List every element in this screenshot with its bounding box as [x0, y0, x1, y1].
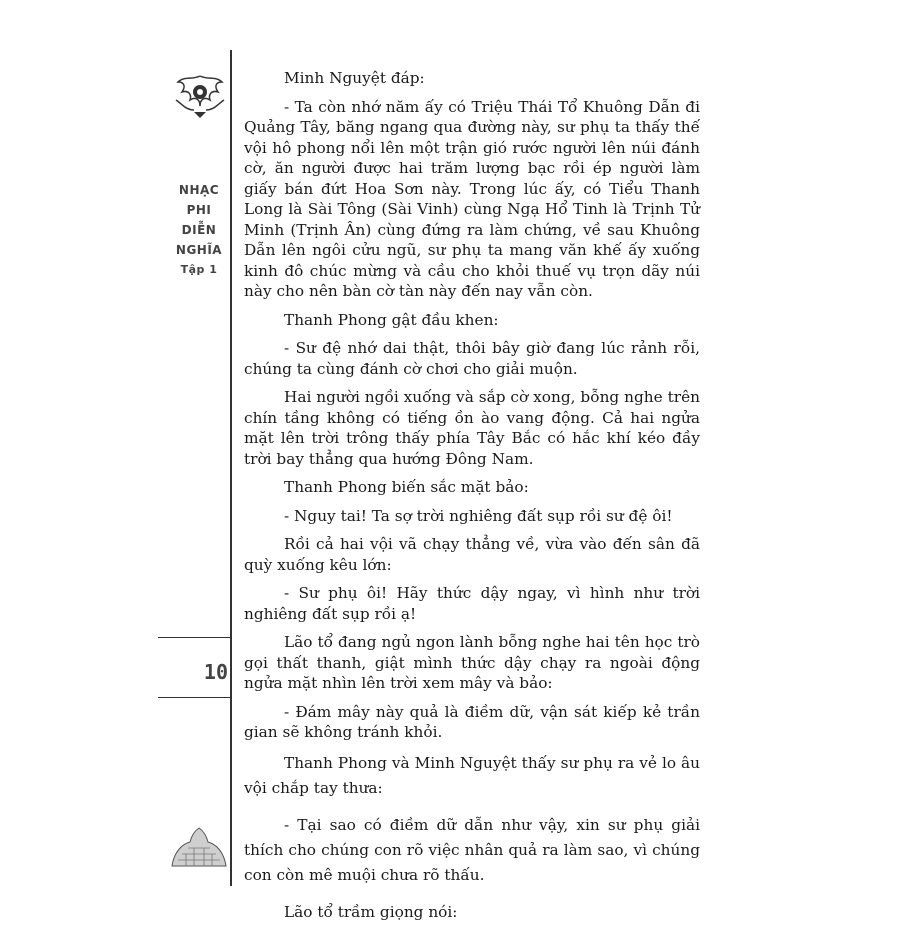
sidebar-volume: Tập 1 — [180, 263, 218, 276]
temple-ornament-icon — [168, 826, 230, 868]
paragraph: Thanh Phong và Minh Nguyệt thấy sư phụ ra vẻ lo âu vội chắp tay thưa: — [244, 753, 700, 797]
paragraph: - Sư phụ ôi! Hãy thức dậy ngay, vì hình như trời nghiêng đất sụp rồi ạ! — [244, 584, 700, 623]
paragraph: Minh Nguyệt đáp: — [284, 69, 425, 87]
page-number-rule-bottom — [158, 697, 232, 698]
page-number-rule-top — [158, 637, 232, 638]
paragraph: - Tại sao có điềm dữ dẫn như vậy, xin sư phụ giải thích cho chúng con rõ việc nhân quả ra làm sao, vì chúng con còn mê muội chưa rõ thấu. — [244, 815, 700, 884]
sidebar-book-title — [168, 180, 230, 280]
sidebar-title-line: NHẠC — [178, 183, 220, 197]
paragraph: Lão tổ trầm giọng nói: — [284, 902, 458, 921]
paragraph: Hai người ngồi xuống và sắp cờ xong, bỗng nghe trên chín tầng không có tiếng ồn ào vang động. Cả hai ngửa mặt lên trời trông thấy phía Tây Bắc có hắc khí kéo đầy trời bay thẳng qua hướng Đông Nam. — [244, 388, 700, 468]
sidebar-title-line: NGHĨA — [175, 243, 223, 257]
paragraph: Rồi cả hai vội vã chạy thẳng về, vừa vào đến sân đã quỳ xuống kêu lớn: — [244, 535, 700, 574]
sidebar-title-line: PHI — [186, 203, 212, 217]
main-text — [244, 68, 700, 937]
sidebar-title-line: DIỄN — [181, 223, 217, 237]
paragraph: Thanh Phong biến sắc mặt bảo: — [284, 478, 529, 496]
page-number: 10 — [203, 660, 228, 684]
paragraph: - Sư đệ nhớ dai thật, thôi bây giờ đang lúc rảnh rỗi, chúng ta cùng đánh cờ chơi cho giải muộn. — [244, 339, 700, 378]
paragraph: Thanh Phong gật đầu khen: — [284, 310, 499, 329]
paragraph: - Nguy tai! Ta sợ trời nghiêng đất sụp rồi sư đệ ôi! — [284, 506, 673, 525]
dragon-ornament-icon — [170, 70, 230, 120]
margin-vertical-rule — [230, 50, 232, 886]
paragraph: Lão tổ đang ngủ ngon lành bỗng nghe hai tên học trò gọi thất thanh, giật mình thức dậy chạy ra ngoài động ngửa mặt nhìn lên trời xem mây và bảo: — [244, 633, 700, 692]
paragraph: - Ta còn nhớ năm ấy có Triệu Thái Tổ Khuông Dẫn đi Quảng Tây, băng ngang qua đường này, sư phụ ta thấy thế vội hô phong nổi lên một trận gió rước người lên núi đánh cờ, ăn người được hai trăm lượng bạc rồi ép người làm giấy bán đứt Hoa Sơn này. Trong lúc ấy, có Tiểu Thanh Long là Sài Tông (Sài Vinh) cùng Ngạ Hổ Tinh là Trịnh Tử Minh (Trịnh Ân) cùng đứng ra làm chứng, về sau Khuông Dẫn lên ngôi cửu ngũ, sư phụ ta mang văn khế ấy xuống kinh đô chúc mừng và cầu cho khỏi thuế vụ trọn dãy núi này cho nên bàn cờ tàn này đến nay vẫn còn. — [244, 97, 700, 300]
paragraph: - Đám mây này quả là điềm dữ, vận sát kiếp kẻ trần gian sẽ không tránh khỏi. — [244, 702, 700, 741]
